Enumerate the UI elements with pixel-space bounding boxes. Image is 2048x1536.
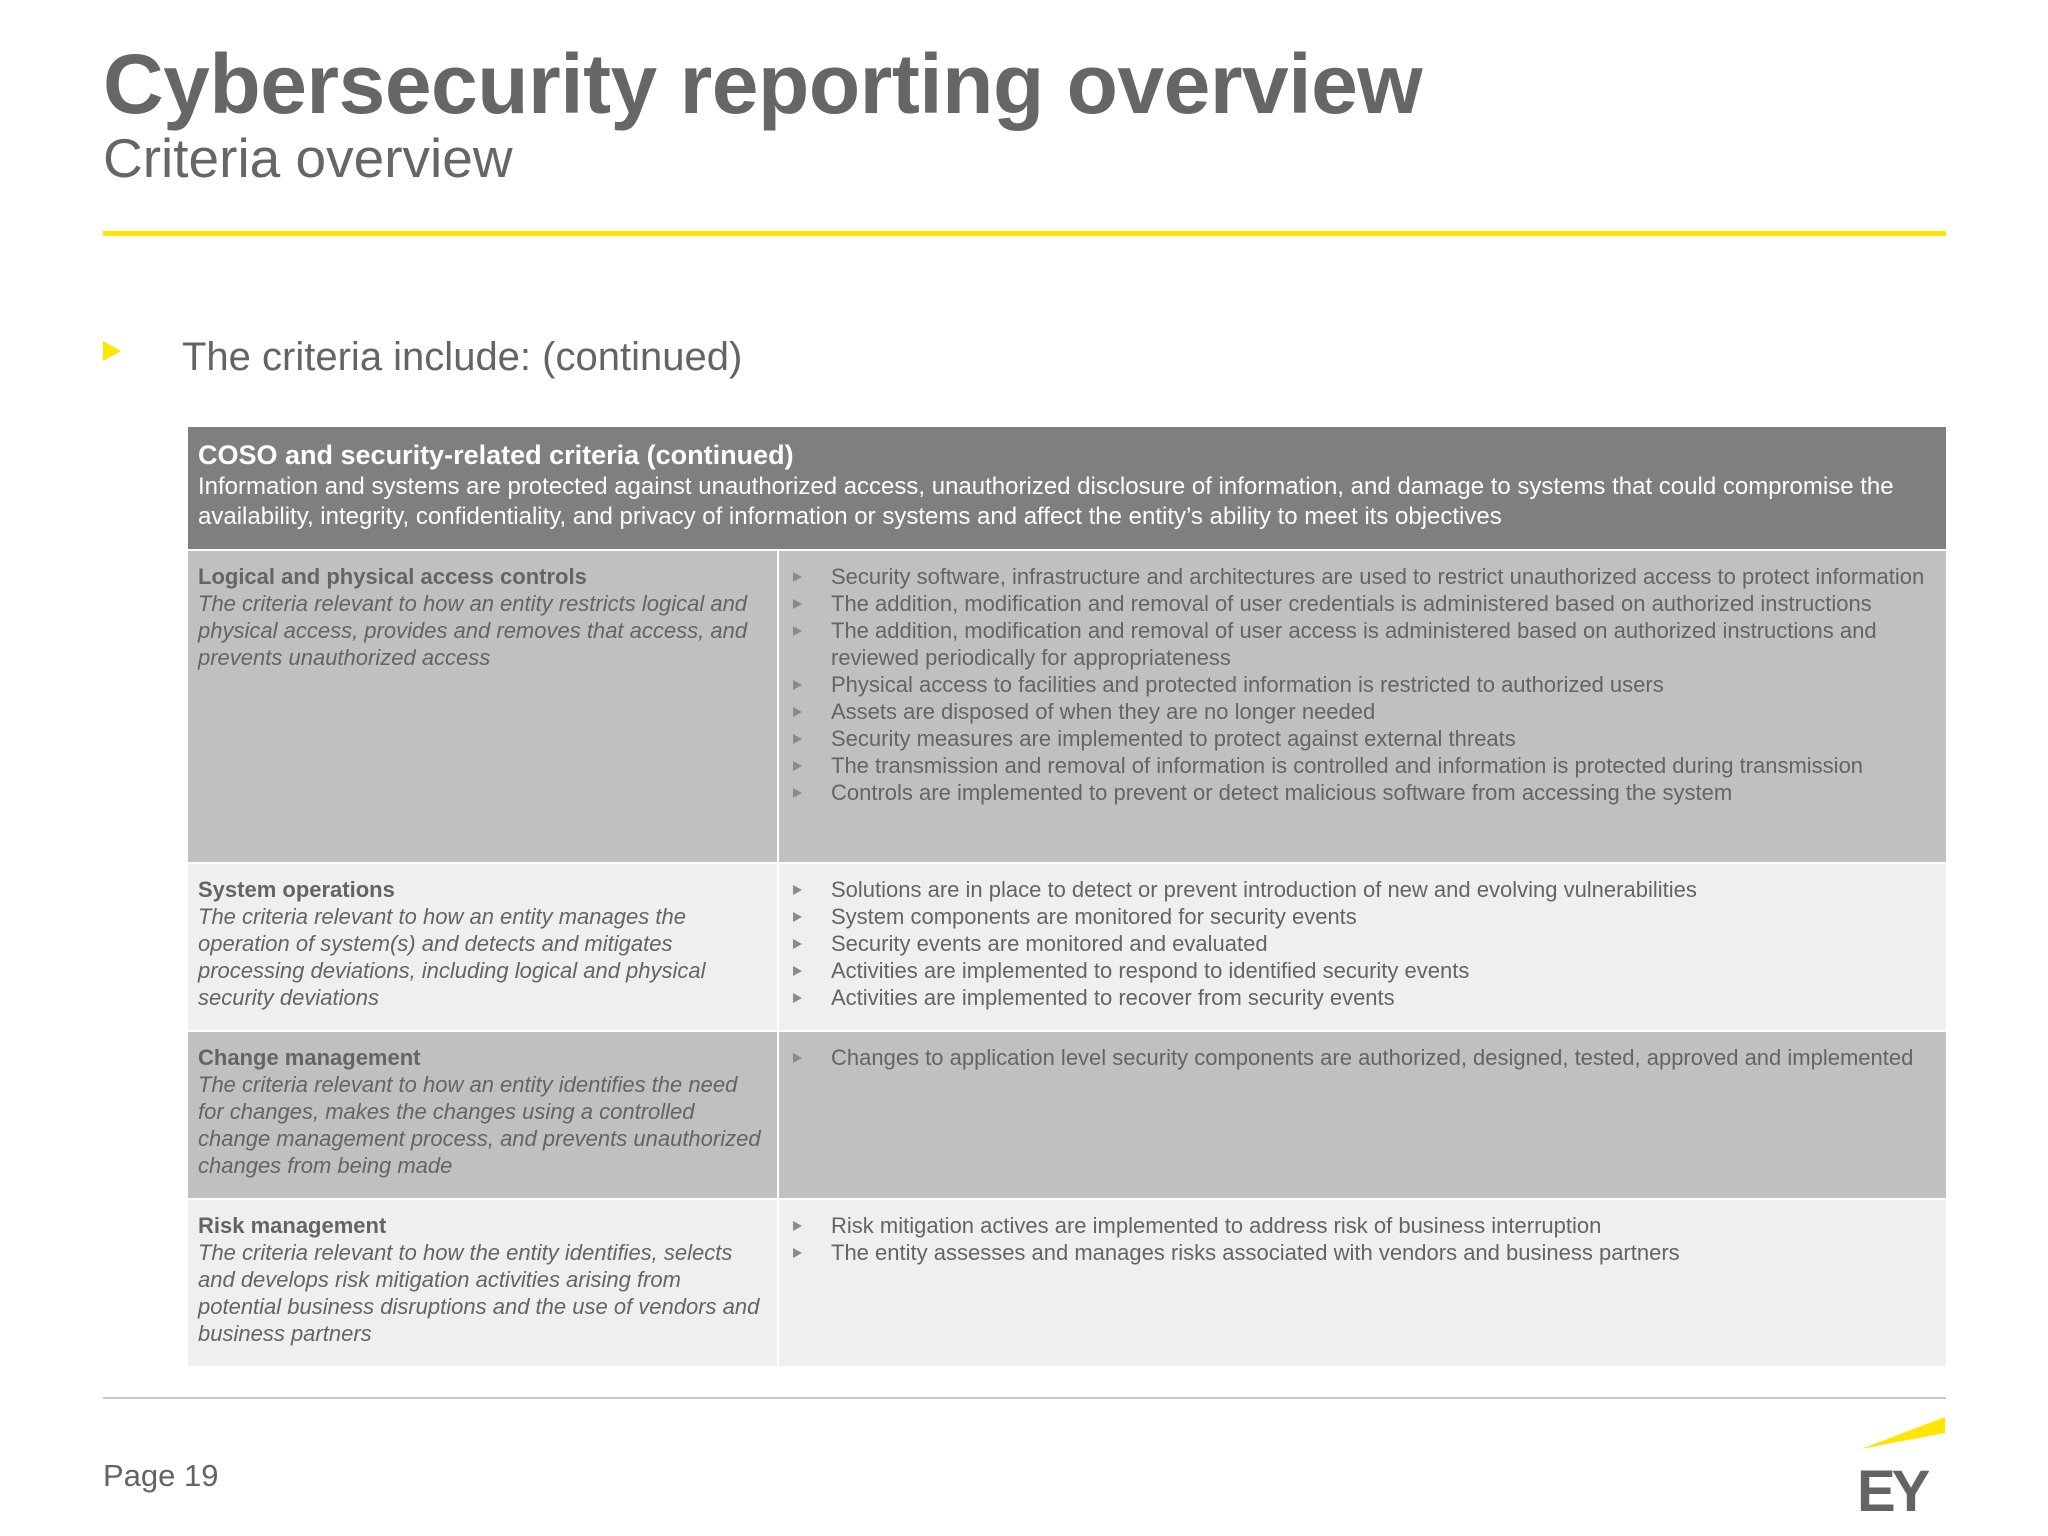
ey-logo-text: EY <box>1857 1459 1927 1515</box>
ey-logo-beam <box>1861 1417 1945 1449</box>
intro-bullet-text: The criteria include: (continued) <box>182 335 743 379</box>
list-item: The entity assesses and manages risks associated with vendors and business partners <box>789 1239 1936 1266</box>
list-item: The addition, modification and removal of user credentials is administered based on authorized instructions <box>789 590 1936 617</box>
criteria-list <box>789 1044 1936 1071</box>
list-item: Security software, infrastructure and architectures are used to restrict unauthorized access to protect information <box>789 563 1936 590</box>
triangle-right-icon <box>793 599 802 609</box>
triangle-right-icon <box>793 966 802 976</box>
row-category-cell <box>188 551 779 862</box>
triangle-right-icon <box>793 939 802 949</box>
triangle-right-icon <box>103 341 121 361</box>
table-header <box>188 427 1946 551</box>
page-number: Page 19 <box>103 1458 219 1493</box>
yellow-divider <box>103 231 1946 236</box>
category-title: Risk management <box>198 1213 387 1238</box>
category-title: System operations <box>198 877 395 902</box>
criteria-table <box>188 427 1946 1368</box>
table-row-change-management <box>188 1032 1946 1200</box>
row-criteria-cell <box>779 551 1946 862</box>
list-item: Changes to application level security components are authorized, designed, tested, approved and implemented <box>789 1044 1936 1071</box>
list-item: Risk mitigation actives are implemented to address risk of business interruption <box>789 1212 1936 1239</box>
list-item: Controls are implemented to prevent or detect malicious software from accessing the system <box>789 779 1936 806</box>
table-row-system-operations <box>188 864 1946 1032</box>
page-title: Cybersecurity reporting overview <box>103 37 1423 131</box>
category-description: The criteria relevant to how an entity restricts logical and physical access, provides and removes that access, and prevents unauthorized access <box>198 591 748 670</box>
ey-logo <box>1855 1415 1947 1515</box>
row-criteria-cell <box>779 1200 1946 1366</box>
table-header-description: Information and systems are protected against unauthorized access, unauthorized disclosure of information, and damage to systems that could compromise the availability, integrity, confidentiality, and privacy of information or systems and affect the entity’s ability to meet its objectives <box>198 473 1894 530</box>
intro-bullet <box>103 335 743 379</box>
triangle-right-icon <box>793 993 802 1003</box>
row-criteria-cell <box>779 864 1946 1030</box>
table-header-title: COSO and security-related criteria (continued) <box>198 440 794 470</box>
triangle-right-icon <box>793 885 802 895</box>
list-item: Security events are monitored and evaluated <box>789 930 1936 957</box>
table-row-access-controls <box>188 551 1946 864</box>
criteria-list <box>789 876 1936 1011</box>
list-item: Security measures are implemented to protect against external threats <box>789 725 1936 752</box>
row-category-cell <box>188 1032 779 1198</box>
table-row-risk-management <box>188 1200 1946 1368</box>
triangle-right-icon <box>793 1248 802 1258</box>
list-item: Activities are implemented to recover from security events <box>789 984 1936 1011</box>
triangle-right-icon <box>793 572 802 582</box>
row-category-cell <box>188 864 779 1030</box>
triangle-right-icon <box>793 626 802 636</box>
triangle-right-icon <box>793 912 802 922</box>
triangle-right-icon <box>793 761 802 771</box>
triangle-right-icon <box>793 680 802 690</box>
triangle-right-icon <box>793 707 802 717</box>
list-item: Assets are disposed of when they are no longer needed <box>789 698 1936 725</box>
list-item: The addition, modification and removal of user access is administered based on authorized instructions and reviewed periodically for appropriateness <box>789 617 1936 671</box>
page-subtitle: Criteria overview <box>103 127 513 189</box>
triangle-right-icon <box>793 1053 802 1063</box>
list-item: Activities are implemented to respond to identified security events <box>789 957 1936 984</box>
triangle-right-icon <box>793 734 802 744</box>
list-item: Solutions are in place to detect or prevent introduction of new and evolving vulnerabilities <box>789 876 1936 903</box>
criteria-list <box>789 563 1936 806</box>
list-item: The transmission and removal of information is controlled and information is protected during transmission <box>789 752 1936 779</box>
row-category-cell <box>188 1200 779 1366</box>
triangle-right-icon <box>793 788 802 798</box>
category-description: The criteria relevant to how the entity identifies, selects and develops risk mitigation activities arising from potential business disruptions and the use of vendors and business partners <box>198 1240 760 1346</box>
category-title: Logical and physical access controls <box>198 564 587 589</box>
row-criteria-cell <box>779 1032 1946 1198</box>
category-description: The criteria relevant to how an entity manages the operation of system(s) and detects and mitigates processing deviations, including logical and physical security deviations <box>198 904 706 1010</box>
list-item: System components are monitored for security events <box>789 903 1936 930</box>
category-description: The criteria relevant to how an entity identifies the need for changes, makes the changes using a controlled change management process, and prevents unauthorized changes from being made <box>198 1072 761 1178</box>
footer-divider <box>103 1397 1946 1399</box>
list-item: Physical access to facilities and protected information is restricted to authorized users <box>789 671 1936 698</box>
category-title: Change management <box>198 1045 421 1070</box>
criteria-list <box>789 1212 1936 1266</box>
triangle-right-icon <box>793 1221 802 1231</box>
